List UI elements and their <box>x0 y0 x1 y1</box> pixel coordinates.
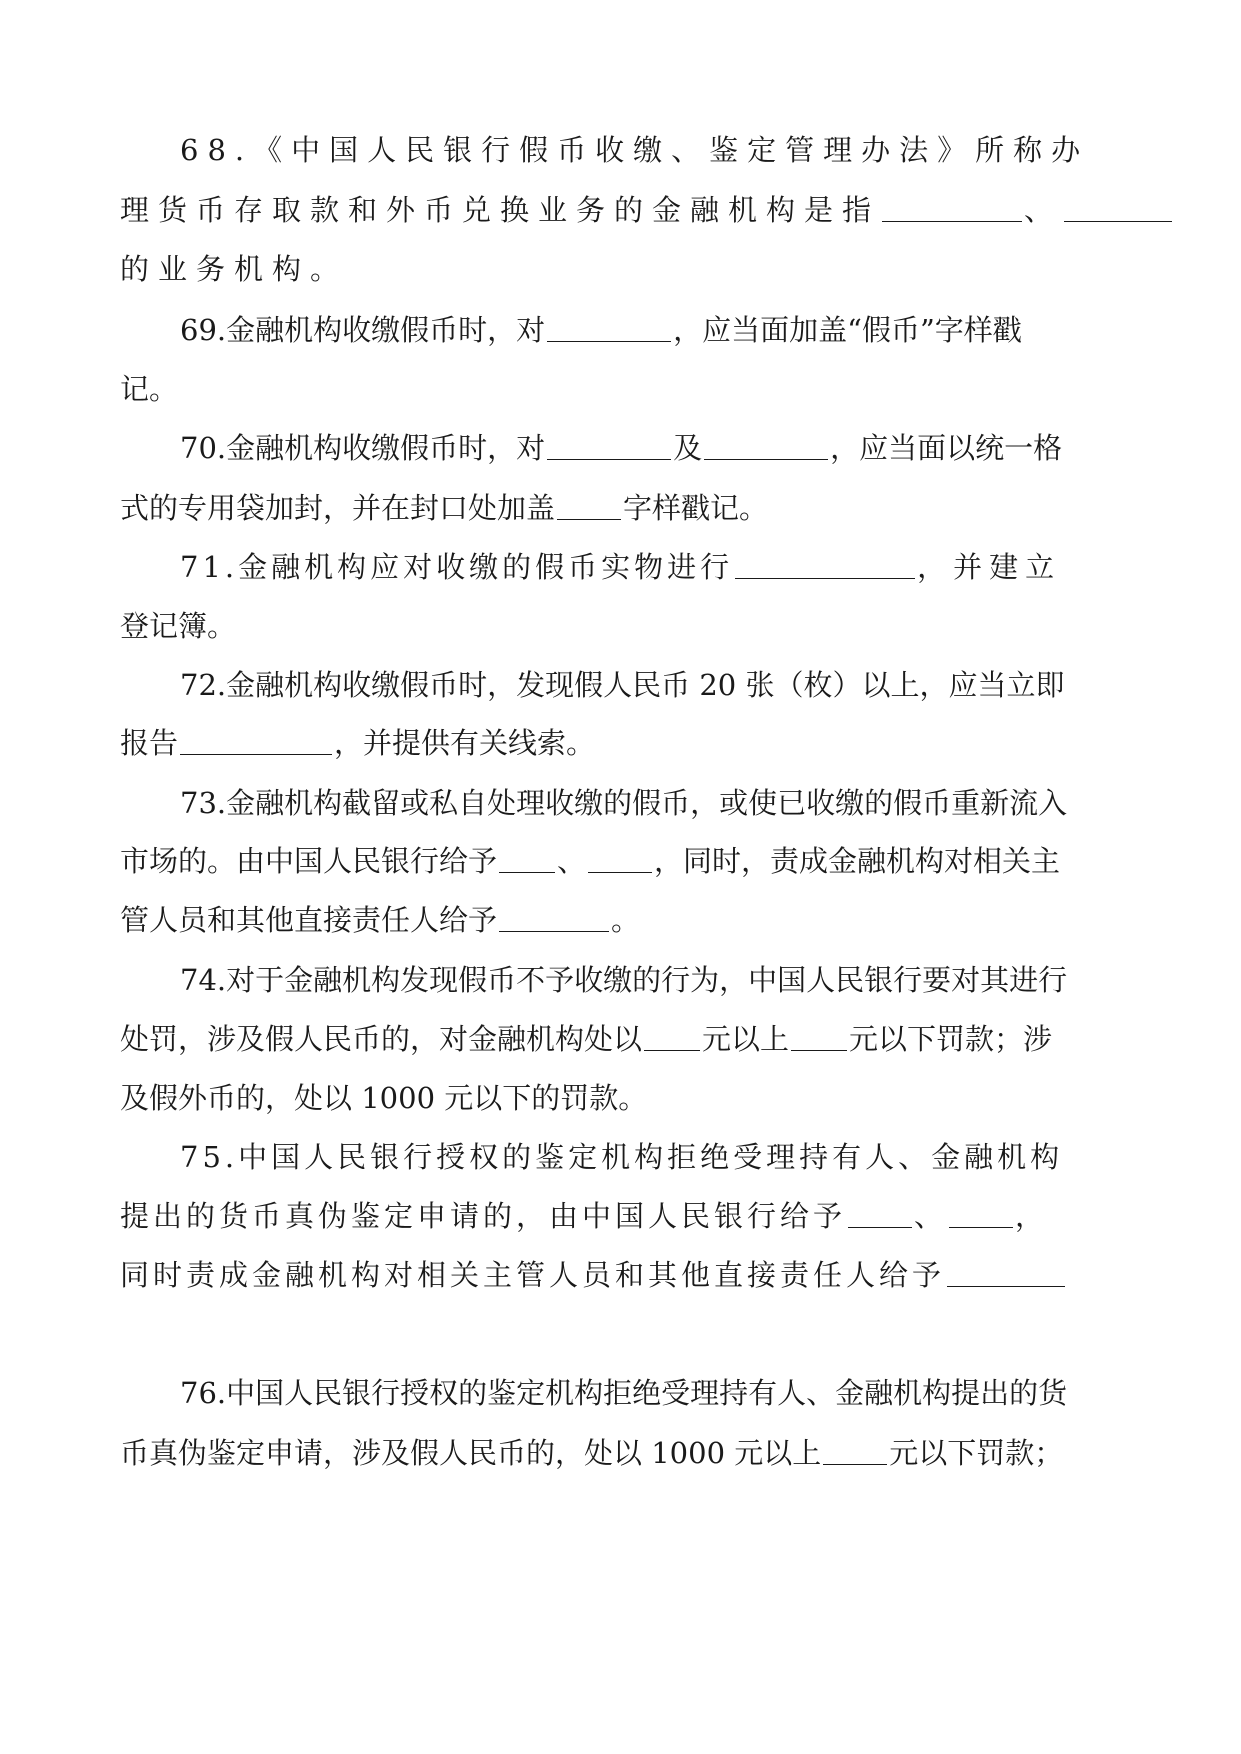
q72-number: 72. <box>180 668 227 702</box>
q72-line-1 <box>180 665 1064 705</box>
q74-text-1: 对于金融机构发现假币不予收缴的行为，中国人民银行要对其进行 <box>226 963 1068 997</box>
q75-text-3: ， <box>1015 1199 1049 1233</box>
q69-text-1: 金融机构收缴假币时，对 <box>226 313 546 347</box>
q73-line-3 <box>120 900 640 940</box>
q74-text-3: 元以上 <box>702 1022 790 1056</box>
q72-line-2 <box>120 723 595 763</box>
q73-text-5: 。 <box>611 903 641 937</box>
q74-text-4: 元以下罚款；涉 <box>849 1022 1053 1056</box>
q73-number: 73. <box>180 786 227 820</box>
q68-line-1 <box>180 130 1089 170</box>
q68-text-2: 理货币存取款和外币兑换业务的金融机构是指 <box>120 193 881 227</box>
q72-text-2: 报告 <box>120 726 179 760</box>
q72-text-1: 金融机构收缴假币时，发现假人民币 20 张（枚）以上，应当立即 <box>226 668 1065 702</box>
q74-line-2 <box>120 1019 1052 1059</box>
q75-blank-1[interactable] <box>848 1199 912 1228</box>
q74-text-5: 及假外币的，处以 1000 元以下的罚款。 <box>120 1081 648 1115</box>
q70-text-4: 式的专用袋加封，并在封口处加盖 <box>120 491 556 525</box>
q68-number: 68. <box>180 133 254 167</box>
q68-text-3: 的业务机构。 <box>120 252 349 286</box>
q69-text-2: ，应当面加盖“假币”字样戳 <box>673 313 1022 347</box>
q73-text-1: 金融机构截留或私自处理收缴的假币，或使已收缴的假币重新流入 <box>226 786 1068 820</box>
q73-text-4: 管人员和其他直接责任人给予 <box>120 903 498 937</box>
q73-blank-1[interactable] <box>499 844 555 873</box>
q74-blank-1[interactable] <box>644 1022 700 1051</box>
q68-blank-1[interactable] <box>882 193 1022 222</box>
q69-number: 69. <box>180 313 227 347</box>
q70-text-3: ，应当面以统一格 <box>830 431 1063 465</box>
q73-separator: 、 <box>557 844 587 878</box>
q68-separator: 、 <box>1024 193 1063 227</box>
q73-line-1 <box>180 783 1067 823</box>
q70-blank-1[interactable] <box>547 431 671 460</box>
q70-text-2: 及 <box>673 431 703 465</box>
q74-text-2: 处罚，涉及假人民币的，对金融机构处以 <box>120 1022 643 1056</box>
q70-number: 70. <box>180 431 227 465</box>
q75-line-3 <box>120 1255 1065 1295</box>
q69-blank-1[interactable] <box>547 313 671 342</box>
q71-text-3: 登记簿。 <box>120 609 237 643</box>
q68-text-1: 《中国人民银行假币收缴、鉴定管理办法》所称办 <box>253 133 1090 167</box>
q76-line-2 <box>120 1433 1063 1473</box>
q76-blank-1[interactable] <box>823 1436 887 1465</box>
q76-text-2: 币真伪鉴定申请，涉及假人民币的，处以 1000 元以上 <box>120 1436 822 1470</box>
q73-blank-3[interactable] <box>499 903 609 932</box>
q71-blank-1[interactable] <box>735 550 915 579</box>
q75-text-2: 提出的货币真伪鉴定申请的，由中国人民银行给予 <box>120 1199 847 1233</box>
q70-blank-3[interactable] <box>557 491 621 520</box>
q73-text-2: 市场的。由中国人民银行给予 <box>120 844 498 878</box>
q71-text-1: 金融机构应对收缴的假币实物进行 <box>238 550 734 584</box>
q70-text-1: 金融机构收缴假币时，对 <box>226 431 546 465</box>
q73-blank-2[interactable] <box>588 844 652 873</box>
q71-text-2: ，并建立 <box>917 550 1062 584</box>
q74-blank-2[interactable] <box>791 1022 847 1051</box>
q75-blank-3[interactable] <box>947 1258 1065 1287</box>
q68-line-2 <box>120 190 1172 230</box>
q71-line-2 <box>120 606 236 646</box>
q69-line-2 <box>120 369 178 409</box>
q74-line-1 <box>180 960 1067 1000</box>
q70-text-5: 字样戳记。 <box>623 491 769 525</box>
q76-line-1 <box>180 1373 1067 1413</box>
q69-text-3: 记。 <box>120 372 179 406</box>
q68-line-3 <box>120 249 348 289</box>
q70-line-1 <box>180 428 1062 468</box>
q76-number: 76. <box>180 1376 227 1410</box>
q75-separator: 、 <box>914 1199 948 1233</box>
q72-text-3: ，并提供有关线索。 <box>334 726 596 760</box>
q73-text-3: ，同时，责成金融机构对相关主 <box>654 844 1061 878</box>
q76-text-1: 中国人民银行授权的鉴定机构拒绝受理持有人、金融机构提出的货 <box>226 1376 1068 1410</box>
q72-blank-1[interactable] <box>180 726 332 755</box>
q75-number: 75. <box>180 1140 239 1174</box>
q70-blank-2[interactable] <box>704 431 828 460</box>
q70-line-2 <box>120 488 768 528</box>
q75-text-1: 中国人民银行授权的鉴定机构拒绝受理持有人、金融机构 <box>238 1140 1064 1174</box>
q75-blank-2[interactable] <box>949 1199 1013 1228</box>
q68-blank-2[interactable] <box>1064 193 1172 222</box>
q71-line-1 <box>180 547 1061 587</box>
q74-line-3 <box>120 1078 647 1118</box>
q71-number: 71. <box>180 550 239 584</box>
q73-line-2 <box>120 841 1060 881</box>
q69-line-1 <box>180 310 1022 350</box>
q75-text-4: 同时责成金融机构对相关主管人员和其他直接责任人给予 <box>120 1258 946 1292</box>
q74-number: 74. <box>180 963 227 997</box>
q75-line-1 <box>180 1137 1063 1177</box>
q75-line-2 <box>120 1196 1048 1236</box>
q76-text-3: 元以下罚款； <box>889 1436 1064 1470</box>
